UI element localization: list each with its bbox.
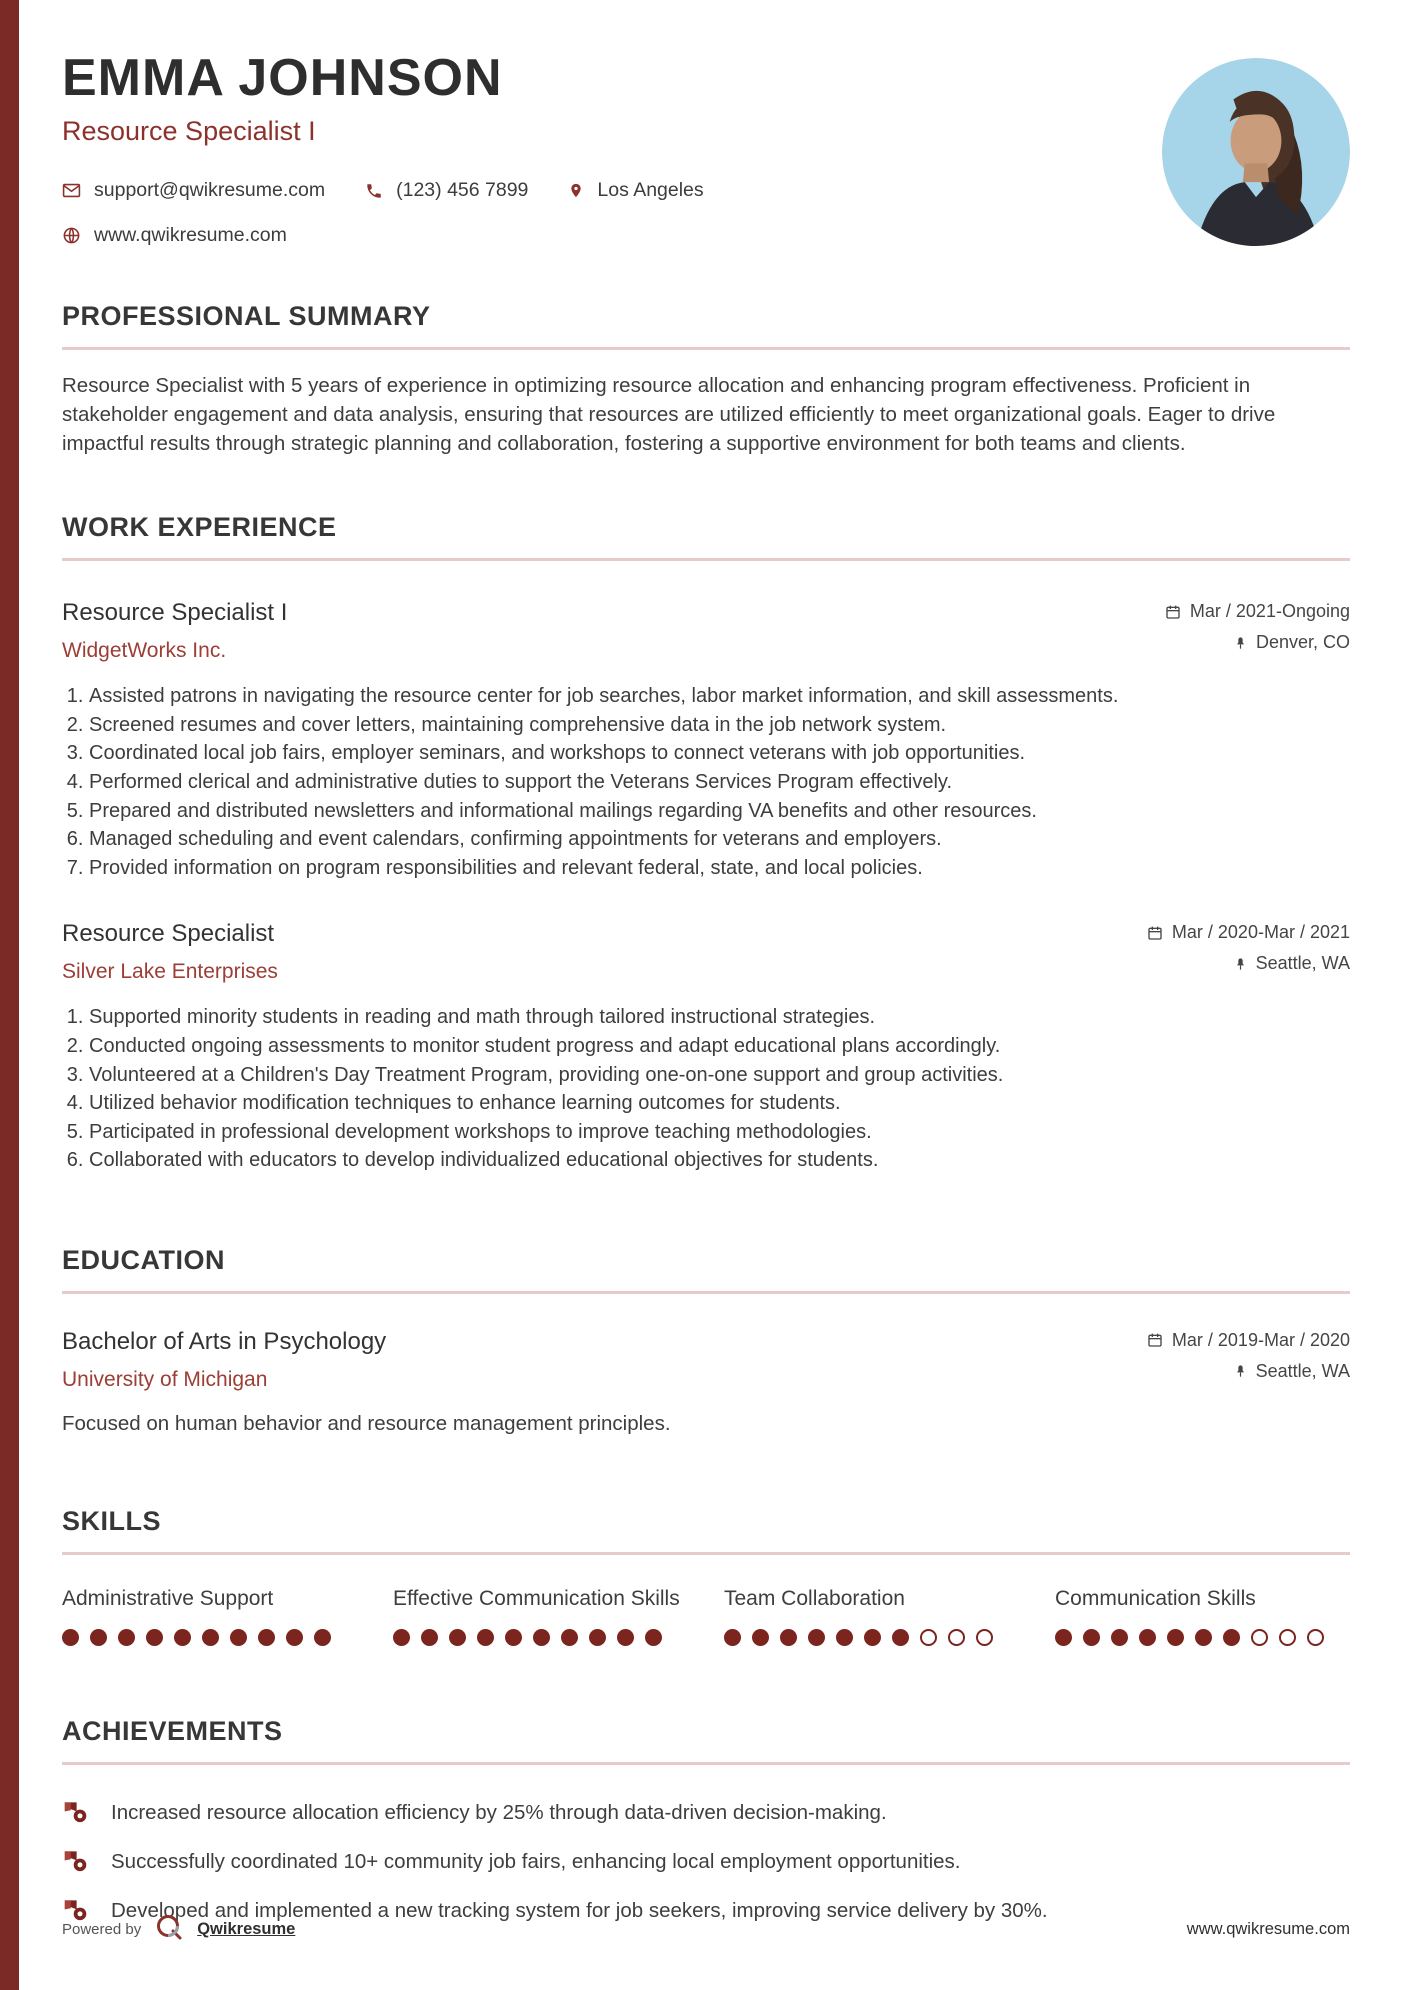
job-bullet: 3. Volunteered at a Children's Day Treatment Program, providing one-on-one support and group activities.	[89, 1062, 1350, 1090]
calendar-icon	[1147, 925, 1163, 941]
globe-icon	[62, 226, 81, 245]
skill-dot-filled	[1111, 1629, 1128, 1646]
job-bullets	[62, 683, 1350, 882]
job-bullet: 2. Screened resumes and cover letters, maintaining comprehensive data in the job network system.	[89, 712, 1350, 740]
skill-dot-empty	[948, 1629, 965, 1646]
job-dates-line	[1165, 601, 1350, 622]
skill-item	[1055, 1585, 1350, 1646]
job-dates-line	[1147, 922, 1350, 943]
job-bullet: 4. Performed clerical and administrative duties to support the Veterans Services Program effectively.	[89, 769, 1350, 797]
job-meta	[1147, 920, 1350, 984]
achievement-text: Increased resource allocation efficiency by 25% through data-driven decision-making.	[111, 1801, 887, 1825]
education-heading: EDUCATION	[62, 1244, 225, 1275]
skill-dot-filled	[314, 1629, 331, 1646]
job-bullets	[62, 1004, 1350, 1175]
summary-heading: PROFESSIONAL SUMMARY	[62, 301, 431, 332]
achievement-text: Developed and implemented a new tracking system for job seekers, improving service delivery by 30%.	[111, 1899, 1048, 1923]
school: University of Michigan	[62, 1367, 268, 1391]
resume-page	[62, 0, 1350, 1948]
phone-text: (123) 456 7899	[396, 179, 529, 202]
person-title: Resource Specialist I	[62, 116, 316, 147]
phone-icon	[365, 182, 383, 200]
website-row	[62, 224, 704, 247]
skill-dot-empty	[976, 1629, 993, 1646]
job-bullet: 5. Participated in professional development workshops to improve teaching methodologies.	[89, 1119, 1350, 1147]
skill-dot-filled	[174, 1629, 191, 1646]
skill-dot-filled	[533, 1629, 550, 1646]
job-location-line	[1165, 632, 1350, 653]
job-meta	[1165, 599, 1350, 663]
calendar-icon	[1147, 1332, 1163, 1348]
skill-dot-filled	[645, 1629, 662, 1646]
skill-dot-filled	[1167, 1629, 1184, 1646]
skill-dot-filled	[1223, 1629, 1240, 1646]
powered-by	[62, 1911, 295, 1948]
job-entry	[62, 599, 1350, 882]
education-entry	[62, 1328, 1350, 1436]
education-list	[62, 1328, 1350, 1436]
skill-dot-empty	[1251, 1629, 1268, 1646]
job-title: Resource Specialist	[62, 920, 275, 948]
skill-name: Effective Communication Skills	[393, 1586, 680, 1610]
award-icon	[62, 1850, 89, 1881]
section-skills	[62, 1506, 1350, 1646]
skill-dot-filled	[258, 1629, 275, 1646]
section-divider	[62, 1291, 1350, 1294]
job-head-left	[62, 599, 287, 663]
job-bullet: 7. Provided information on program responsibilities and relevant federal, state, and local policies.	[89, 855, 1350, 883]
skill-name: Administrative Support	[62, 1586, 274, 1610]
pushpin-icon	[1234, 956, 1247, 972]
education-dates-line	[1147, 1330, 1350, 1351]
job-dates: Mar / 2020-Mar / 2021	[1171, 922, 1350, 943]
skill-dots	[393, 1629, 688, 1646]
education-head	[62, 1328, 1350, 1392]
section-achievements	[62, 1716, 1350, 1930]
header	[62, 0, 1350, 247]
job-bullet: 5. Prepared and distributed newsletters and informational mailings regarding VA benefits and other resources.	[89, 798, 1350, 826]
skill-dot-filled	[146, 1629, 163, 1646]
pushpin-icon	[1234, 1363, 1247, 1379]
summary-text: Resource Specialist with 5 years of experience in optimizing resource allocation and enhancing program effectiveness. Proficient in stakeholder engagement and data analysis, ensuring that resources are utilized efficiently to meet organizational goals. Eager to drive impactful results through strategic planning and collaboration, fostering a supportive environment for both teams and clients.	[62, 374, 1276, 455]
skill-dot-filled	[1055, 1629, 1072, 1646]
section-divider	[62, 1552, 1350, 1555]
avatar	[1162, 58, 1350, 246]
achievement-text: Successfully coordinated 10+ community job fairs, enhancing local employment opportunities.	[111, 1850, 961, 1874]
skills-grid	[62, 1585, 1350, 1646]
section-education	[62, 1245, 1350, 1436]
skill-dot-empty	[920, 1629, 937, 1646]
job-bullet: 6. Collaborated with educators to develop individualized educational objectives for students.	[89, 1147, 1350, 1175]
footer	[62, 1911, 1350, 1948]
skill-dot-filled	[421, 1629, 438, 1646]
education-location: Seattle, WA	[1255, 1360, 1350, 1381]
powered-by-label: Powered by	[62, 1921, 142, 1938]
job-bullet: 1. Supported minority students in reading and math through tailored instructional strategies.	[89, 1004, 1350, 1032]
job-bullet: 6. Managed scheduling and event calendars, confirming appointments for veterans and employers.	[89, 826, 1350, 854]
skill-item	[62, 1585, 357, 1646]
jobs-list	[62, 599, 1350, 1175]
education-note: Focused on human behavior and resource management principles.	[62, 1411, 671, 1435]
skill-dot-filled	[286, 1629, 303, 1646]
skill-dot-filled	[118, 1629, 135, 1646]
email-text[interactable]: support@qwikresume.com	[94, 179, 326, 202]
skill-item	[724, 1585, 1019, 1646]
skill-dot-empty	[1279, 1629, 1296, 1646]
job-bullet: 1. Assisted patrons in navigating the resource center for job searches, labor market information, and skill assessments.	[89, 683, 1350, 711]
skill-dot-filled	[202, 1629, 219, 1646]
education-head-left	[62, 1328, 386, 1392]
job-head	[62, 920, 1350, 984]
skill-dots	[724, 1629, 1019, 1646]
pushpin-icon	[1234, 635, 1247, 651]
skill-item	[393, 1585, 688, 1646]
job-head-left	[62, 920, 278, 984]
skills-heading: SKILLS	[62, 1505, 162, 1536]
skill-dot-filled	[1195, 1629, 1212, 1646]
website-text[interactable]: www.qwikresume.com	[94, 224, 287, 247]
skill-dots	[1055, 1629, 1350, 1646]
job-bullet: 3. Coordinated local job fairs, employer seminars, and workshops to connect veterans with job opportunities.	[89, 740, 1350, 768]
skill-dot-filled	[752, 1629, 769, 1646]
email-icon	[62, 181, 81, 200]
job-head	[62, 599, 1350, 663]
qwikresume-logo-icon	[153, 1911, 185, 1948]
left-accent-bar	[0, 0, 19, 1990]
achievement-item	[62, 1801, 1350, 1832]
job-location-line	[1147, 953, 1350, 974]
profile-photo	[1162, 58, 1350, 246]
phone-item	[365, 179, 528, 202]
skill-dot-filled	[505, 1629, 522, 1646]
education-dates: Mar / 2019-Mar / 2020	[1171, 1329, 1350, 1350]
location-text: Los Angeles	[597, 179, 704, 202]
job-location: Seattle, WA	[1255, 953, 1350, 974]
education-meta	[1147, 1328, 1350, 1392]
job-title: Resource Specialist I	[62, 599, 288, 627]
skill-dot-filled	[449, 1629, 466, 1646]
skill-name: Team Collaboration	[724, 1586, 905, 1610]
skill-dot-filled	[808, 1629, 825, 1646]
degree: Bachelor of Arts in Psychology	[62, 1327, 387, 1355]
experience-heading: WORK EXPERIENCE	[62, 512, 337, 543]
job-location: Denver, CO	[1255, 632, 1350, 653]
skill-dot-filled	[864, 1629, 881, 1646]
skill-dot-filled	[589, 1629, 606, 1646]
header-text	[62, 50, 704, 247]
skill-dot-filled	[561, 1629, 578, 1646]
skill-dot-filled	[780, 1629, 797, 1646]
email-item	[62, 179, 325, 202]
skill-dot-filled	[617, 1629, 634, 1646]
website-item	[62, 224, 287, 247]
location-pin-icon	[568, 181, 584, 200]
job-company: WidgetWorks Inc.	[62, 639, 227, 663]
award-icon	[62, 1801, 89, 1832]
achievements-heading: ACHIEVEMENTS	[62, 1716, 283, 1747]
job-bullet: 2. Conducted ongoing assessments to monitor student progress and adapt educational plans accordingly.	[89, 1033, 1350, 1061]
section-experience	[62, 512, 1350, 1175]
skill-dots	[62, 1629, 357, 1646]
qwikresume-link[interactable]: Qwikresume	[197, 1920, 296, 1938]
skill-dot-filled	[393, 1629, 410, 1646]
calendar-icon	[1165, 604, 1181, 620]
skill-dot-filled	[1139, 1629, 1156, 1646]
contact-row	[62, 179, 704, 202]
skill-dot-filled	[1083, 1629, 1100, 1646]
job-dates: Mar / 2021-Ongoing	[1189, 601, 1350, 622]
skill-dot-filled	[230, 1629, 247, 1646]
skill-dot-filled	[836, 1629, 853, 1646]
skill-dot-filled	[892, 1629, 909, 1646]
section-divider	[62, 347, 1350, 350]
section-divider	[62, 1762, 1350, 1765]
skill-dot-empty	[1307, 1629, 1324, 1646]
person-name: EMMA JOHNSON	[62, 49, 503, 107]
achievement-item	[62, 1850, 1350, 1881]
skill-name: Communication Skills	[1055, 1586, 1256, 1610]
section-divider	[62, 558, 1350, 561]
skill-dot-filled	[62, 1629, 79, 1646]
footer-website[interactable]: www.qwikresume.com	[1186, 1920, 1350, 1938]
skill-dot-filled	[477, 1629, 494, 1646]
job-company: Silver Lake Enterprises	[62, 960, 278, 984]
skill-dot-filled	[90, 1629, 107, 1646]
section-summary	[62, 301, 1350, 458]
education-location-line	[1147, 1361, 1350, 1382]
location-item	[568, 179, 703, 202]
skill-dot-filled	[724, 1629, 741, 1646]
job-bullet: 4. Utilized behavior modification techniques to enhance learning outcomes for students.	[89, 1090, 1350, 1118]
job-entry	[62, 920, 1350, 1175]
